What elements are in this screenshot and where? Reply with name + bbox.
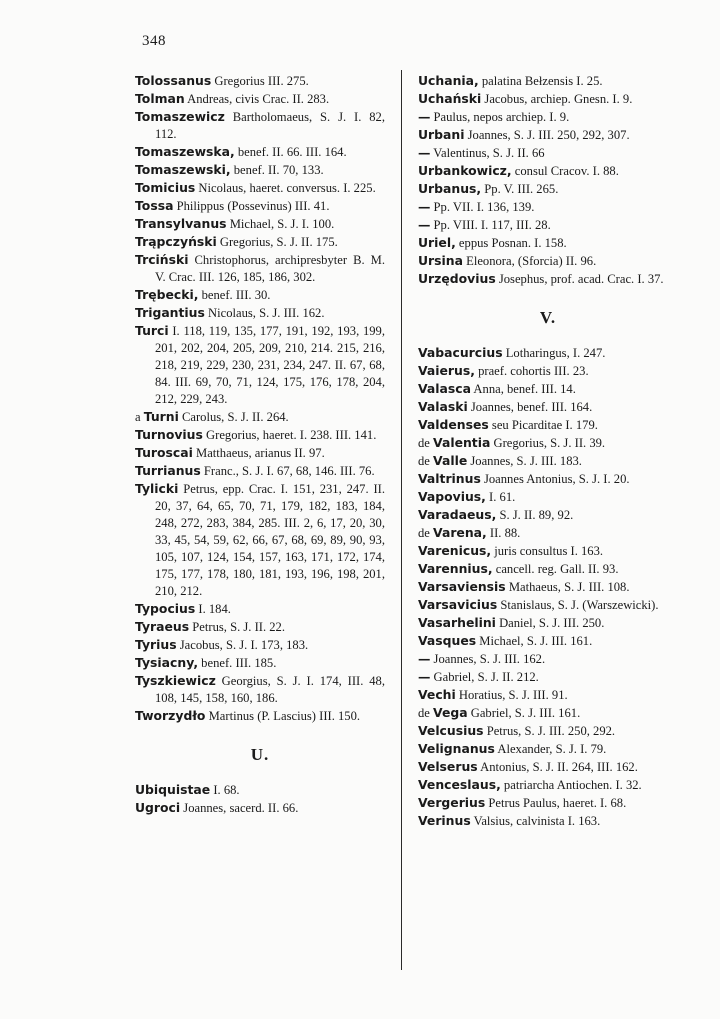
entry-text: benef. III. 185.: [198, 656, 277, 670]
index-entry: [418, 162, 678, 180]
entry-headword: Urzędovius: [418, 271, 496, 286]
index-entry: [418, 578, 678, 596]
left-entries: [135, 72, 385, 725]
entry-headword: —: [418, 669, 431, 684]
entry-headword: Ubiquistae: [135, 782, 211, 797]
index-entry: [418, 180, 678, 198]
index-entry: [135, 322, 385, 408]
entry-headword: Valaski: [418, 399, 468, 414]
index-entry: [418, 126, 678, 144]
index-entry: [418, 380, 678, 398]
entry-text: benef. II. 70, 133.: [230, 163, 324, 177]
entry-text: benef. III. 30.: [198, 288, 271, 302]
index-entry: [135, 408, 385, 426]
entry-text: Gabriel, S. J. II. 212.: [430, 670, 539, 684]
entry-headword: Velignanus: [418, 741, 495, 756]
index-entry: [135, 426, 385, 444]
entry-text: Gregorius, S. J. II. 39.: [490, 436, 606, 450]
entry-headword: Turrianus: [135, 463, 201, 478]
entry-headword: Tolman: [135, 91, 185, 106]
entry-prefix: de: [418, 526, 434, 540]
index-entry: [135, 215, 385, 233]
entry-text: palatina Bełzensis I. 25.: [478, 74, 603, 88]
entry-headword: Vasarhelini: [418, 615, 496, 630]
entry-headword: —: [418, 109, 431, 124]
entry-text: Stanislaus, S. J. (Warszewicki).: [497, 598, 659, 612]
index-entry: [418, 506, 678, 524]
entry-text: Gabriel, S. J. III. 161.: [467, 706, 581, 720]
entry-headword: Valentia: [433, 435, 491, 450]
entry-text: eppus Posnan. I. 158.: [455, 236, 567, 250]
entry-text: Nicolaus, S. J. III. 162.: [204, 306, 325, 320]
index-entry: [418, 596, 678, 614]
entry-text: Michael, S. J. III. 161.: [476, 634, 593, 648]
entry-text: Joannes, benef. III. 164.: [467, 400, 593, 414]
entry-text: Gregorius III. 275.: [211, 74, 309, 88]
entry-text: I. 184.: [195, 602, 231, 616]
right-column: [418, 72, 678, 830]
index-entry: [418, 704, 678, 722]
entry-headword: Verinus: [418, 813, 471, 828]
entry-text: Eleonora, (Sforcia) II. 96.: [462, 254, 597, 268]
entry-headword: Vergerius: [418, 795, 486, 810]
entry-headword: Valle: [433, 453, 468, 468]
entry-headword: Urbankowicz,: [418, 163, 512, 178]
entry-text: Gregorius, haeret. I. 238. III. 141.: [202, 428, 377, 442]
entry-text: Petrus, S. J. III. 250, 292.: [483, 724, 616, 738]
entry-text: Joannes, S. J. III. 183.: [467, 454, 582, 468]
entry-text: Georgius, S. J. I. 174, III. 48, 108, 145, 158, 160, 186.: [155, 674, 385, 705]
index-entry: [418, 794, 678, 812]
entry-headword: Vapovius,: [418, 489, 486, 504]
entry-text: Joannes, S. J. III. 162.: [430, 652, 546, 666]
entry-headword: Velserus: [418, 759, 478, 774]
entry-text: Gregorius, S. J. II. 175.: [216, 235, 338, 249]
entry-headword: Vabacurcius: [418, 345, 503, 360]
entry-headword: —: [418, 651, 431, 666]
entry-headword: Tylicki: [135, 481, 179, 496]
page-number: 348: [142, 33, 166, 49]
entry-headword: Vechi: [418, 687, 456, 702]
entry-text: Petrus Paulus, haeret. I. 68.: [485, 796, 627, 810]
index-entry: [135, 72, 385, 90]
entry-text: Jacobus, S. J. I. 173, 183.: [176, 638, 309, 652]
entry-text: benef. II. 66. III. 164.: [234, 145, 347, 159]
index-entry: [418, 722, 678, 740]
entry-headword: —: [418, 199, 431, 214]
entry-headword: Turni: [143, 409, 179, 424]
entry-text: Anna, benef. III. 14.: [470, 382, 576, 396]
index-entry: [418, 72, 678, 90]
entry-text: Paulus, nepos archiep. I. 9.: [430, 110, 570, 124]
entry-headword: Urbanus,: [418, 181, 482, 196]
section-letter-v: V.: [539, 308, 557, 327]
entry-text: Andreas, civis Crac. II. 283.: [184, 92, 330, 106]
column-divider: [401, 70, 402, 970]
index-entry: [135, 618, 385, 636]
index-entry: [418, 470, 678, 488]
entry-text: Bartholomaeus, S. J. I. 82, 112.: [155, 110, 385, 141]
index-entry: [418, 488, 678, 506]
index-entry: [135, 197, 385, 215]
u-entries: [135, 781, 385, 817]
index-entry: [135, 233, 385, 251]
entry-text: I. 118, 119, 135, 177, 191, 192, 193, 199, 201, 202, 204, 205, 209, 210, 214. 215, 216, 218, 219, 229, 230, 231, 234, 247. II. 67, 68, 84. III. 69, 70, 71, 124, 175, 176, 178, 204, 212, 229, 243.: [155, 324, 385, 406]
index-entry: [135, 781, 385, 799]
entry-headword: Varsavicius: [418, 597, 498, 612]
entry-headword: Ursina: [418, 253, 463, 268]
index-entry: [135, 90, 385, 108]
entry-text: juris consultus I. 163.: [491, 544, 604, 558]
entry-headword: Valasca: [418, 381, 471, 396]
entry-text: Michael, S. J. I. 100.: [226, 217, 335, 231]
entry-prefix: de: [418, 706, 434, 720]
entry-text: Horatius, S. J. III. 91.: [455, 688, 568, 702]
entry-text: Mathaeus, S. J. III. 108.: [505, 580, 630, 594]
index-entry: [418, 216, 678, 234]
index-entry: [418, 812, 678, 830]
entry-text: Antonius, S. J. II. 264, III. 162.: [477, 760, 638, 774]
index-entry: [418, 542, 678, 560]
entry-text: Carolus, S. J. II. 264.: [178, 410, 289, 424]
entry-headword: Trębecki,: [135, 287, 199, 302]
index-entry: [135, 444, 385, 462]
entry-text: Alexander, S. J. I. 79.: [494, 742, 607, 756]
entry-text: Joannes Antonius, S. J. I. 20.: [480, 472, 630, 486]
index-entry: [418, 198, 678, 216]
entry-headword: Urbani: [418, 127, 465, 142]
entry-text: Daniel, S. J. III. 250.: [495, 616, 605, 630]
entry-text: Pp. V. III. 265.: [481, 182, 559, 196]
index-entry: [418, 740, 678, 758]
entry-text: cancell. reg. Gall. II. 93.: [492, 562, 619, 576]
entry-headword: Tworzydło: [135, 708, 206, 723]
entry-headword: Trąpczyński: [135, 234, 217, 249]
index-entry: [135, 636, 385, 654]
entry-headword: Valtrinus: [418, 471, 481, 486]
entry-text: Joannes, sacerd. II. 66.: [180, 801, 299, 815]
entry-text: Pp. VII. I. 136, 139.: [430, 200, 535, 214]
entry-headword: Tomaszewska,: [135, 144, 235, 159]
index-entry: [135, 251, 385, 286]
index-entry: [418, 362, 678, 380]
entry-headword: Valdenses: [418, 417, 489, 432]
entry-headword: Velcusius: [418, 723, 484, 738]
entry-headword: Turnovius: [135, 427, 203, 442]
entry-text: Franc., S. J. I. 67, 68, 146. III. 76.: [200, 464, 375, 478]
entry-headword: Trciński: [135, 252, 189, 267]
index-entry: [418, 270, 678, 288]
entry-headword: —: [418, 145, 431, 160]
entry-headword: Tyszkiewicz: [135, 673, 216, 688]
entry-text: Christophorus, archipresbyter B. M. V. Crac. III. 126, 185, 186, 302.: [155, 253, 385, 284]
entry-text: Valentinus, S. J. II. 66: [430, 146, 545, 160]
entry-text: Valsius, calvinista I. 163.: [470, 814, 601, 828]
entry-headword: Uriel,: [418, 235, 456, 250]
entry-text: patriarcha Antiochen. I. 32.: [500, 778, 642, 792]
index-entry: [418, 668, 678, 686]
index-entry: [418, 758, 678, 776]
entry-headword: Tysiacny,: [135, 655, 199, 670]
index-entry: [135, 480, 385, 600]
index-entry: [418, 234, 678, 252]
index-entry: [418, 108, 678, 126]
entry-headword: Typocius: [135, 601, 196, 616]
index-entry: [135, 462, 385, 480]
entry-headword: Turoscai: [135, 445, 193, 460]
entry-text: I. 61.: [485, 490, 516, 504]
entry-text: Philippus (Possevinus) III. 41.: [173, 199, 330, 213]
entry-text: seu Picarditae I. 179.: [488, 418, 598, 432]
entry-headword: Varennius,: [418, 561, 493, 576]
entry-text: Pp. VIII. I. 117, III. 28.: [430, 218, 551, 232]
index-entry: [418, 776, 678, 794]
entry-headword: Venceslaus,: [418, 777, 501, 792]
entry-headword: Varsaviensis: [418, 579, 506, 594]
v-entries: [418, 344, 678, 830]
index-entry: [418, 686, 678, 704]
index-entry: [418, 416, 678, 434]
index-entry: [135, 143, 385, 161]
entry-prefix: de: [418, 436, 434, 450]
index-entry: [418, 90, 678, 108]
entry-text: Petrus, S. J. II. 22.: [189, 620, 285, 634]
index-entry: [418, 452, 678, 470]
index-entry: [135, 304, 385, 322]
entry-text: II. 88.: [486, 526, 521, 540]
entry-text: Josephus, prof. acad. Crac. I. 37.: [495, 272, 664, 286]
index-entry: [418, 144, 678, 162]
index-entry: [418, 434, 678, 452]
left-column: [135, 72, 385, 817]
entry-text: Joannes, S. J. III. 250, 292, 307.: [464, 128, 630, 142]
index-entry: [418, 614, 678, 632]
index-entry: [418, 398, 678, 416]
entry-headword: Vaierus,: [418, 363, 475, 378]
entry-text: Matthaeus, arianus II. 97.: [192, 446, 325, 460]
entry-text: S. J. II. 89, 92.: [496, 508, 574, 522]
entry-headword: Uchański: [418, 91, 482, 106]
index-entry: [135, 161, 385, 179]
index-entry: [135, 672, 385, 707]
index-entry: [135, 286, 385, 304]
entry-text: Lotharingus, I. 247.: [502, 346, 606, 360]
index-entry: [135, 654, 385, 672]
entry-headword: Uchania,: [418, 73, 479, 88]
entry-text: I. 68.: [210, 783, 240, 797]
index-entry: [418, 252, 678, 270]
entry-headword: Ugroci: [135, 800, 181, 815]
right-entries: [418, 72, 678, 288]
entry-headword: Varenicus,: [418, 543, 492, 558]
index-entry: [418, 650, 678, 668]
entry-headword: Varena,: [433, 525, 487, 540]
entry-prefix: de: [418, 454, 434, 468]
index-entry: [135, 707, 385, 725]
entry-headword: Vega: [433, 705, 468, 720]
index-entry: [135, 179, 385, 197]
entry-headword: Tomicius: [135, 180, 196, 195]
entry-text: Petrus, epp. Crac. I. 151, 231, 247. II. 20, 37, 64, 65, 70, 71, 179, 182, 183, 184, 248, 272, 283, 384, 285. III. 2, 6, 17, 20, 30, 33, 45, 54, 59, 62, 66, 67, 68, 69, 89, 90, 93, 105, 107, 124, 154, 157, 163, 171, 172, 174, 175, 177, 178, 180, 181, 193, 196, 198, 201, 210, 212.: [155, 482, 385, 598]
index-entry: [135, 799, 385, 817]
entry-text: Jacobus, archiep. Gnesn. I. 9.: [481, 92, 633, 106]
index-entry: [135, 600, 385, 618]
entry-headword: —: [418, 217, 431, 232]
entry-headword: Tossa: [135, 198, 174, 213]
entry-headword: Transylvanus: [135, 216, 227, 231]
index-entry: [135, 108, 385, 143]
entry-headword: Varadaeus,: [418, 507, 497, 522]
index-entry: [418, 344, 678, 362]
entry-text: praef. cohortis III. 23.: [474, 364, 589, 378]
entry-prefix: a: [135, 410, 144, 424]
section-letter-u: U.: [250, 745, 270, 764]
entry-headword: Tomaszewski,: [135, 162, 231, 177]
entry-headword: Turci: [135, 323, 169, 338]
entry-text: Martinus (P. Lascius) III. 150.: [205, 709, 361, 723]
entry-headword: Tomaszewicz: [135, 109, 225, 124]
entry-headword: Trigantius: [135, 305, 205, 320]
entry-headword: Tolossanus: [135, 73, 212, 88]
index-entry: [418, 524, 678, 542]
entry-text: consul Cracov. I. 88.: [511, 164, 619, 178]
entry-text: Nicolaus, haeret. conversus. I. 225.: [195, 181, 376, 195]
index-entry: [418, 560, 678, 578]
entry-headword: Tyrius: [135, 637, 177, 652]
index-entry: [418, 632, 678, 650]
entry-headword: Tyraeus: [135, 619, 190, 634]
entry-headword: Vasques: [418, 633, 477, 648]
